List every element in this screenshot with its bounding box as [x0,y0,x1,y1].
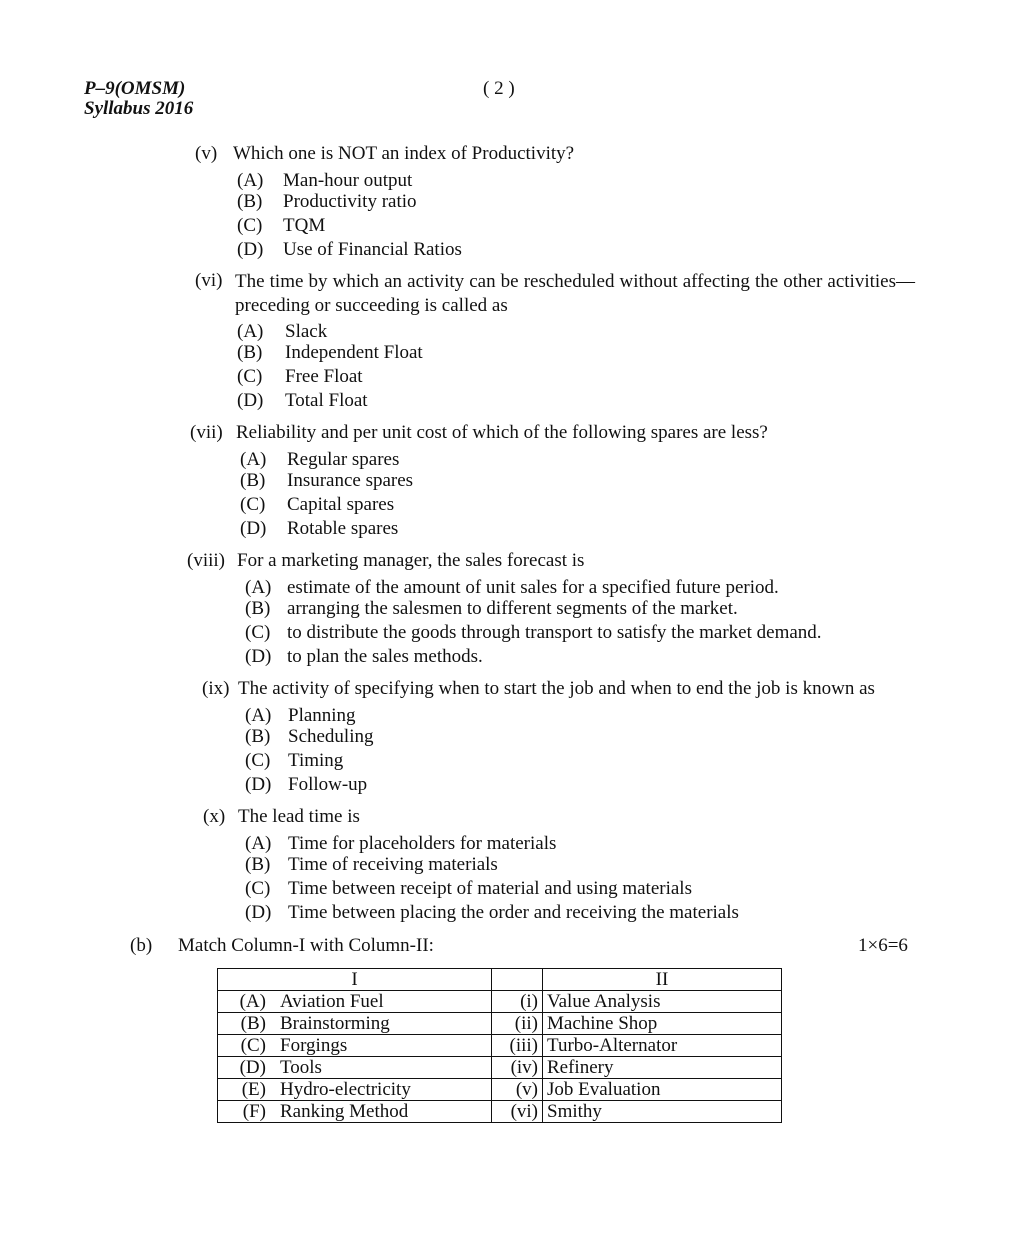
column-ii-number: (ii) [492,1013,543,1035]
option-text: to plan the sales methods. [287,646,483,667]
column-i-cell [218,1079,492,1101]
question-text: For a marketing manager, the sales forecast is [237,550,585,571]
option-label: (C) [237,215,263,236]
option-label: (D) [245,774,272,795]
option-label: (A) [237,170,264,191]
option-label: (C) [240,494,266,515]
column-ii-item: Turbo-Alternator [543,1035,782,1057]
table-row [218,1035,782,1057]
column-i-header: I [218,969,492,991]
column-i-cell [218,1057,492,1079]
option-label: (B) [237,342,263,363]
column-i-item: Tools [280,1057,322,1078]
question-number: (viii) [187,550,225,571]
option-text: Independent Float [285,342,423,363]
table-row [218,1101,782,1123]
column-i-label: (E) [241,1079,266,1100]
option-label: (C) [245,622,271,643]
match-table [217,968,782,1123]
column-ii-number: (i) [492,991,543,1013]
table-header-row [218,969,782,991]
column-ii-item: Refinery [543,1057,782,1079]
option-text: Total Float [285,390,368,411]
column-i-cell [218,1013,492,1035]
option-text: Time between receipt of material and using materials [288,878,692,899]
column-i-label: (B) [240,1013,266,1034]
option-text: Free Float [285,366,363,387]
option-label: (D) [245,646,272,667]
column-ii-number: (vi) [492,1101,543,1123]
question-number: (x) [203,806,226,827]
question-number: (vi) [195,270,223,291]
part-b-marks: 1×6=6 [858,935,908,956]
option-text: Rotable spares [287,518,399,539]
column-i-item: Forgings [280,1035,348,1056]
option-label: (D) [237,390,264,411]
part-b-instruction: Match Column-I with Column-II: [178,935,434,956]
question-text: Reliability and per unit cost of which of the following spares are less? [236,422,768,443]
column-ii-item: Machine Shop [543,1013,782,1035]
column-i-item: Aviation Fuel [280,991,384,1012]
option-label: (A) [245,705,272,726]
option-label: (A) [245,833,272,854]
page-number: ( 2 ) [483,78,515,99]
column-ii-number: (iv) [492,1057,543,1079]
option-label: (D) [237,239,264,260]
option-label: (B) [237,191,263,212]
option-label: (C) [245,878,271,899]
option-text: Time for placeholders for materials [288,833,557,854]
option-text: Insurance spares [287,470,414,491]
column-i-item: Hydro-electricity [280,1079,411,1100]
option-text: TQM [283,215,326,236]
table-row [218,991,782,1013]
option-text: Planning [288,705,356,726]
option-label: (A) [237,321,264,342]
table-row [218,1013,782,1035]
column-number-header [492,969,543,991]
option-text: arranging the salesmen to different segments of the market. [287,598,738,619]
option-label: (D) [240,518,267,539]
column-i-item: Ranking Method [280,1101,409,1122]
column-ii-number: (v) [492,1079,543,1101]
column-i-item: Brainstorming [280,1013,390,1034]
option-text: Productivity ratio [283,191,417,212]
column-i-label: (A) [239,991,266,1012]
column-i-cell [218,991,492,1013]
column-ii-item: Value Analysis [543,991,782,1013]
question-text: Which one is NOT an index of Productivity? [233,143,575,164]
option-text: Time between placing the order and receiving the materials [288,902,739,923]
option-text: to distribute the goods through transport to satisfy the market demand. [287,622,822,643]
option-text: Slack [285,321,328,342]
table-row [218,1079,782,1101]
option-label: (D) [245,902,272,923]
option-text: Time of receiving materials [288,854,498,875]
option-text: Scheduling [288,726,374,747]
question-text: The lead time is [238,806,360,827]
option-label: (A) [240,449,267,470]
option-text: Regular spares [287,449,400,470]
part-b-label: (b) [130,935,153,956]
column-ii-number: (iii) [492,1035,543,1057]
option-text: Use of Financial Ratios [283,239,462,260]
option-label: (B) [245,598,271,619]
column-i-cell [218,1035,492,1057]
column-i-cell [218,1101,492,1123]
question-number: (ix) [202,678,230,699]
option-label: (B) [240,470,266,491]
option-label: (C) [237,366,263,387]
column-ii-item: Smithy [543,1101,782,1123]
option-label: (B) [245,854,271,875]
option-text: Timing [288,750,344,771]
paper-code: P–9(OMSM) [84,78,186,99]
question-text: The time by which an activity can be rescheduled without affecting the other activities— preceding or succeeding is called as [235,271,915,316]
option-text: estimate of the amount of unit sales for a specified future period. [287,577,779,598]
syllabus-year: Syllabus 2016 [84,98,194,119]
option-text: Capital spares [287,494,395,515]
option-text: Man-hour output [283,170,413,191]
option-label: (B) [245,726,271,747]
table-row [218,1057,782,1079]
option-label: (C) [245,750,271,771]
question-number: (v) [195,143,218,164]
column-i-label: (D) [239,1057,266,1078]
question-text: The activity of specifying when to start the job and when to end the job is known as [238,678,875,699]
column-ii-header: II [543,969,782,991]
column-i-label: (C) [240,1035,266,1056]
column-i-label: (F) [242,1101,266,1122]
question-number: (vii) [190,422,223,443]
option-text: Follow-up [288,774,368,795]
column-ii-item: Job Evaluation [543,1079,782,1101]
option-label: (A) [245,577,272,598]
